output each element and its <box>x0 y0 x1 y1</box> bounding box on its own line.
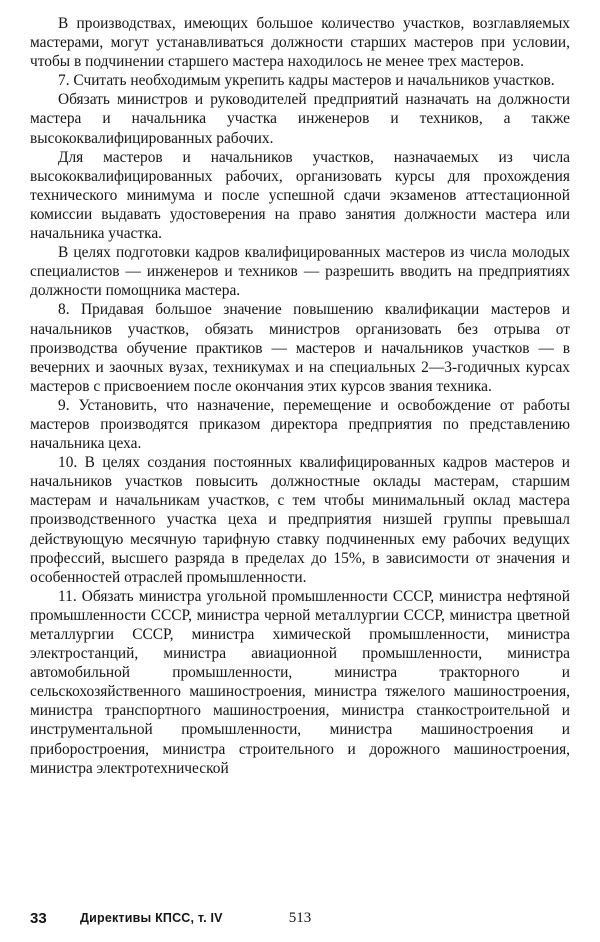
paragraph-item-8: 8. Придавая большое значение повышению квалификации мастеров и начальников участков, обязать министров организовать без отрыва от производства обучение практиков — мастеров и начальников участков — в вечерних и заочных вузах, техникумах и на специальных 2—3-годичных курсах мастеров с присвоением после окончания этих курсов звания техника. <box>30 301 570 395</box>
paragraph-item-7: 7. Считать необходимым укрепить кадры мастеров и начальников участков. <box>58 72 555 90</box>
signature-mark: 33 <box>30 910 47 927</box>
page-footer <box>30 910 570 930</box>
paragraph-appoint-engineers: Обязать министров и руководителей предприятий назначать на должности мастера и начальника участка инженеров и техников, а также высококвалифицированных рабочих. <box>30 91 570 147</box>
paragraph-senior-masters: В производствах, имеющих большое количество участков, возглавляемых мастерами, могут устанавливаться должности старших мастеров при условии, чтобы в подчинении старшего мастера находилось не менее трех мастеров. <box>30 15 570 71</box>
footer-title: Директивы КПСС, т. IV <box>80 911 223 925</box>
paragraph-item-11: 11. Обязать министра угольной промышленности СССР, министра нефтяной промышленности СССР, министра черной металлургии СССР, министра цветной металлургии СССР, министра химической промышленности, министра электростанций, министра авиационной промышленности, министра автомобильной промышленности, министра тракторного и сельскохозяйственного машиностроения, министра тяжелого машиностроения, министра транспортного машиностроения, министра станкостроительной и инструментальной промышленности, министра машиностроения и приборостроения, министра строительного и дорожного машиностроения, министра электротехнической <box>30 587 570 777</box>
document-body <box>30 14 570 778</box>
paragraph-item-9: 9. Установить, что назначение, перемещение и освобождение от работы мастеров производятся приказом директора предприятия по представлению начальника цеха. <box>30 396 570 453</box>
paragraph-courses: Для мастеров и начальников участков, назначаемых из числа высококвалифицированных рабочих, организовать курсы для прохождения технического минимума и после успешной сдачи экзаменов аттестационной комиссии выдавать удостоверения на право занятия должности мастера или начальника участка. <box>30 148 570 243</box>
paragraph-item-10: 10. В целях создания постоянных квалифицированных кадров мастеров и начальников участков повысить должностные оклады мастерам, старшим мастерам и начальникам участков, с тем чтобы минимальный оклад мастера производственного участка цеха и предприятия низшей группы превышал действующую месячную тарифную ставку подчиненных ему рабочих ведущих профессий, высшего разряда в пределах до 15%, в зависимости от значения и особенностей отраслей промышленности. <box>30 454 570 586</box>
page-number: 513 <box>288 910 312 926</box>
paragraph-assistant-master: В целях подготовки кадров квалифицированных мастеров из числа молодых специалистов — инженеров и техников — разрешить вводить на предприятиях должности помощника мастера. <box>30 244 570 300</box>
